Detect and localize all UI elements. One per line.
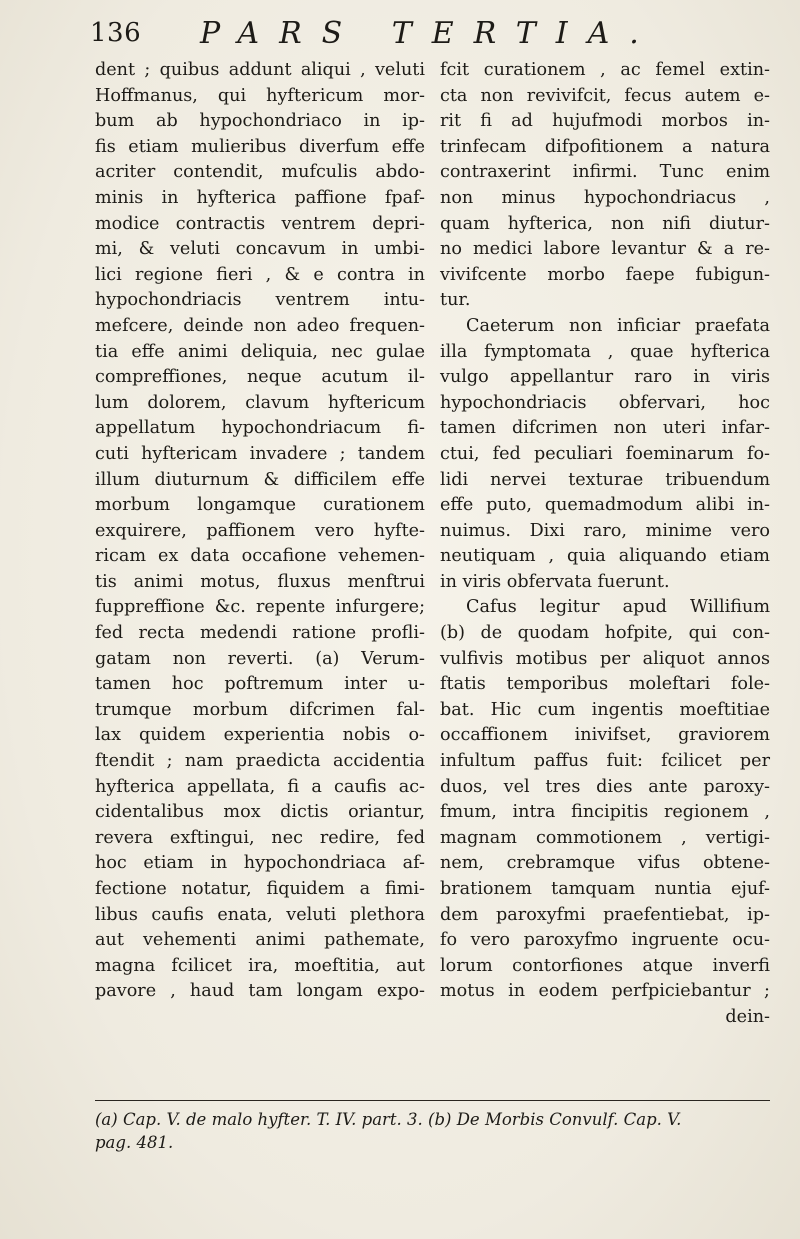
text-line: duos, vel tres dies ante paroxy- — [440, 776, 770, 797]
text-line: ftendit ; nam praedicta accidentia — [95, 751, 425, 772]
text-line: morbum longamque curationem — [95, 495, 425, 516]
text-line: fectione notatur, fiquidem a fimi- — [95, 879, 425, 899]
text-line: ricam ex data occafione vehemen- — [95, 546, 425, 567]
text-line: Cafus legitur apud Willifium — [466, 597, 770, 618]
text-line: trinfecam difpofitionem a natura — [440, 136, 770, 157]
text-line: revera exftingui, nec redire, fed — [95, 827, 425, 848]
text-line: dent ; quibus addunt aliqui , veluti — [95, 60, 425, 80]
text-line: no medici labore levantur & a re- — [440, 239, 770, 260]
text-line: rit fi ad hujufmodi morbos in- — [440, 111, 770, 132]
text-line: magna fcilicet ira, moeftitia, aut — [95, 955, 425, 976]
text-line: hoc etiam in hypochondriaca af- — [95, 853, 425, 874]
text-line: nuimus. Dixi raro, minime vero — [440, 520, 770, 541]
text-line: Caeterum non inficiar praefata — [466, 315, 770, 336]
text-line: motus in eodem perfpiciebantur ; — [440, 981, 770, 1002]
text-line: cta non revivifcit, fecus autem e- — [440, 85, 770, 106]
text-line: hypochondriacis ventrem intu- — [95, 290, 425, 311]
running-title: PARS TERTIA. — [200, 16, 659, 51]
text-line: bat. Hic cum ingentis moeftitiae — [440, 699, 770, 720]
right-paragraph-2 — [440, 314, 770, 596]
text-line: aut vehementi animi pathemate, — [95, 930, 425, 951]
text-line: lorum contorfiones atque inverfi — [440, 955, 770, 976]
text-line: minis in hyfterica paffione fpaf- — [95, 187, 425, 208]
text-line: fo vero paroxyfmo ingruente ocu- — [440, 930, 770, 951]
text-line: hyfterica appellata, fi a caufis ac- — [95, 776, 425, 797]
text-line: exquirere, paffionem vero hyfte- — [95, 520, 425, 541]
text-line: brationem tamquam nuntia ejuf- — [440, 879, 770, 899]
text-line: tia effe animi deliquia, nec gulae — [95, 341, 425, 362]
text-line: gatam non reverti. (a) Verum- — [95, 648, 425, 669]
text-line: ctui, fed peculiari foeminarum fo- — [440, 443, 770, 464]
text-line: cuti hyftericam invadere ; tandem — [95, 443, 425, 464]
text-line: mefcere, deinde non adeo frequen- — [95, 315, 425, 336]
text-line: vulfivis motibus per aliquot annos — [440, 648, 770, 669]
footnote-divider — [95, 1100, 770, 1101]
catchword: dein- — [725, 1006, 770, 1027]
text-line: neutiquam , quia aliquando etiam — [440, 546, 770, 567]
text-line: Hoffmanus, qui hyftericum mor- — [95, 85, 425, 106]
left-column — [95, 58, 425, 1005]
text-line: contraxerint infirmi. Tunc enim — [440, 162, 770, 183]
text-line: magnam commotionem , vertigi- — [440, 827, 770, 848]
text-line: vivifcente morbo faepe fubigun- — [440, 264, 770, 285]
footnote-line: (a) Cap. V. de malo hyfter. T. IV. part. 3. (b) De Morbis Convulf. Cap. V. — [95, 1110, 682, 1129]
text-line: quam hyfterica, non nifi diutur- — [440, 213, 770, 234]
footnotes — [95, 1108, 775, 1154]
text-line: vulgo appellantur raro in viris — [440, 367, 770, 388]
text-line: ftatis temporibus moleftari fole- — [440, 674, 770, 695]
text-line: mi, & veluti concavum in umbi- — [95, 239, 425, 260]
text-line: libus caufis enata, veluti plethora — [95, 904, 425, 925]
text-line: (b) de quodam hofpite, qui con- — [440, 623, 770, 644]
text-line: nem, crebramque vifus obtene- — [440, 853, 770, 874]
text-line: infultum paffus fuit: fcilicet per — [440, 751, 770, 772]
text-line: tamen difcrimen non uteri infar- — [440, 418, 770, 439]
text-line: appellatum hypochondriacum fi- — [95, 418, 425, 439]
text-line: trumque morbum difcrimen fal- — [95, 699, 425, 720]
text-line: modice contractis ventrem depri- — [95, 213, 425, 234]
text-line: fuppreffione &c. repente infurgere; — [95, 597, 425, 618]
text-line: fed recta medendi ratione profli- — [95, 623, 425, 644]
text-line: occaffionem inivifset, graviorem — [440, 725, 770, 746]
text-line: lidi nervei texturae tribuendum — [440, 469, 770, 490]
page-number: 136 — [90, 18, 142, 48]
running-head — [90, 16, 760, 50]
text-line: tamen hoc poftremum inter u- — [95, 674, 425, 695]
text-line: in viris obfervata fuerunt. — [440, 571, 670, 592]
right-column — [440, 58, 770, 1031]
text-line: acriter contendit, mufculis abdo- — [95, 162, 425, 183]
right-paragraph-3 — [440, 595, 770, 1030]
text-line: fcit curationem , ac femel extin- — [440, 60, 770, 80]
text-line: fis etiam mulieribus diverfum effe — [95, 136, 425, 157]
text-line: non minus hypochondriacus , — [440, 187, 770, 208]
text-line: lum dolorem, clavum hyftericum — [95, 392, 425, 413]
text-line: illum diuturnum & difficilem effe — [95, 469, 425, 490]
text-line: cidentalibus mox dictis oriantur, — [95, 802, 425, 823]
footnote-line: pag. 481. — [95, 1133, 174, 1152]
text-line: bum ab hypochondriaco in ip- — [95, 111, 425, 132]
text-line: pavore , haud tam longam expo- — [95, 981, 425, 1002]
text-line: hypochondriacis obfervari, hoc — [440, 392, 770, 413]
text-line: tur. — [440, 290, 471, 311]
text-line: fmum, intra fincipitis regionem , — [440, 802, 770, 823]
left-paragraph — [95, 58, 425, 1005]
text-line: dem paroxyfmi praefentiebat, ip- — [440, 904, 770, 925]
right-paragraph-1 — [440, 58, 770, 314]
text-line: tis animi motus, fluxus menftrui — [95, 571, 425, 592]
text-line: effe puto, quemadmodum alibi in- — [440, 495, 770, 516]
text-line: lax quidem experientia nobis o- — [95, 725, 425, 746]
text-line: illa fymptomata , quae hyfterica — [440, 341, 770, 362]
text-line: lici regione fieri , & e contra in — [95, 264, 425, 285]
text-line: compreffiones, neque acutum il- — [95, 367, 425, 388]
